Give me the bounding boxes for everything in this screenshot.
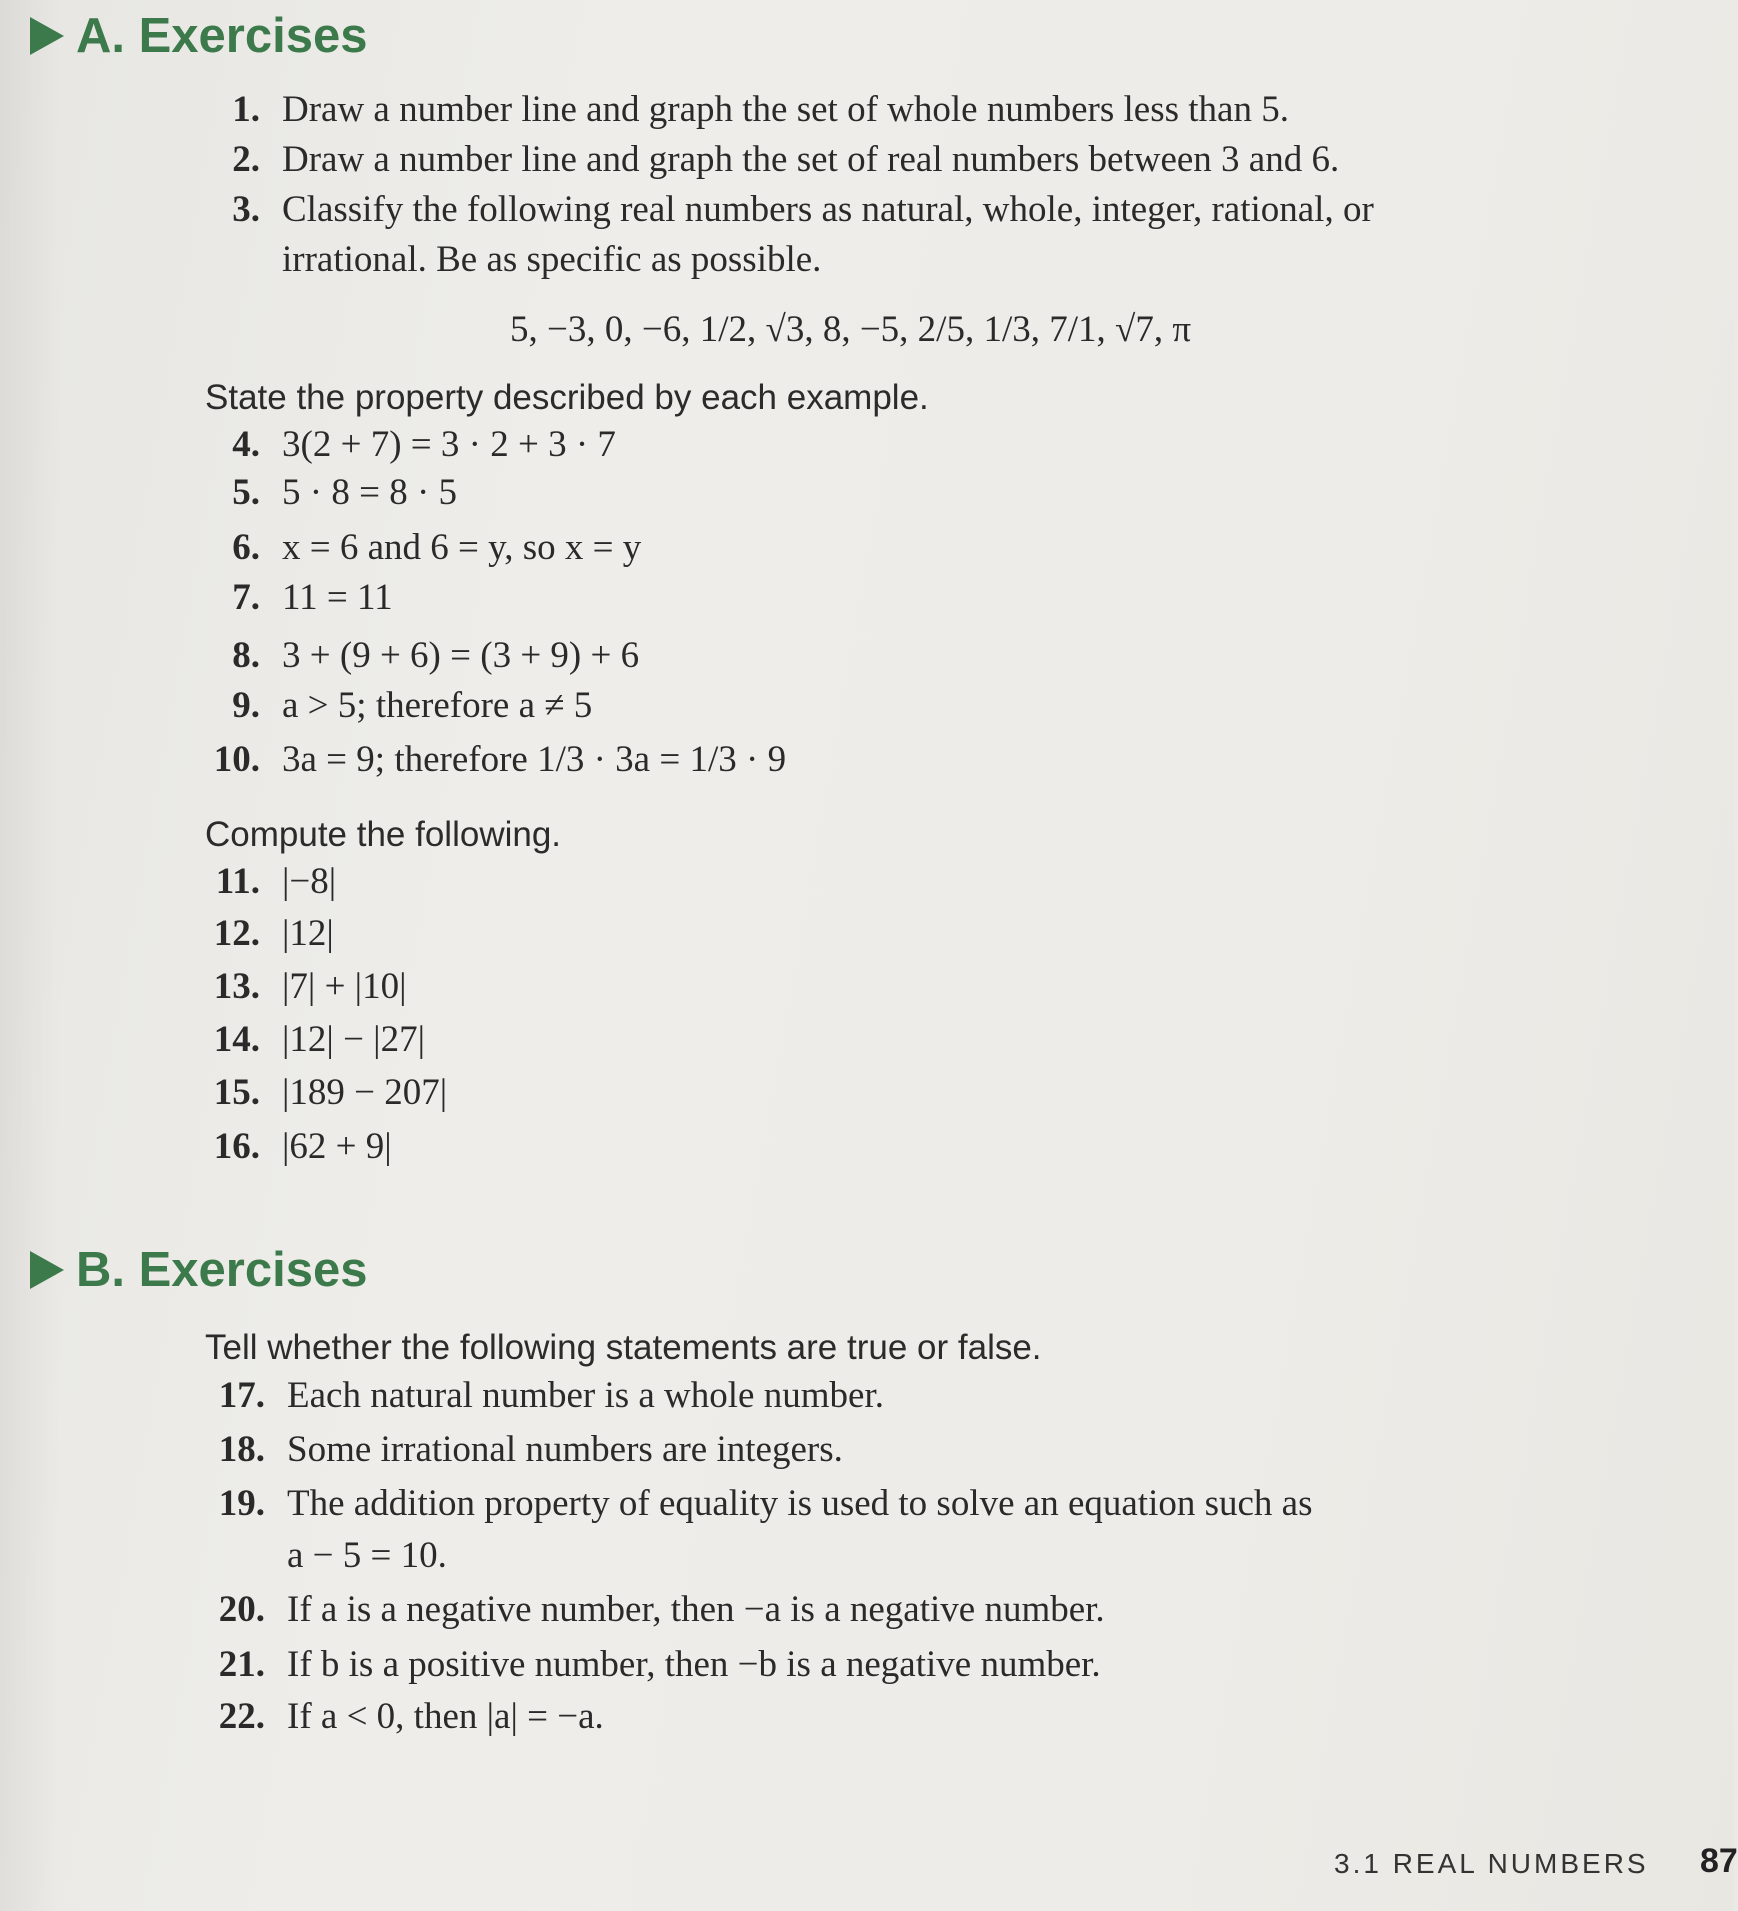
exercise-number: 19. [218, 1483, 265, 1524]
exercise-number: 9. [232, 685, 260, 726]
section-b-title: B. Exercises [76, 1243, 368, 1297]
triangle-bullet-icon [30, 17, 64, 55]
exercise-number: 22. [218, 1696, 265, 1737]
exercise-number: 11. [215, 861, 260, 902]
exercise-text-continued: irrational. Be as specific as possible. [282, 239, 822, 280]
exercise-number: 1. [232, 89, 260, 130]
exercise-text: |−8| [282, 861, 337, 902]
exercise-number: 2. [232, 139, 260, 180]
number-list: 5, −3, 0, −6, 1/2, √3, 8, −5, 2/5, 1/3, 7/1, √7, π [510, 309, 1192, 350]
exercise-text: |12| [282, 913, 334, 954]
page-number: 87 [1700, 1842, 1738, 1880]
exercise-number: 8. [232, 635, 260, 676]
exercise-number: 15. [213, 1072, 260, 1113]
exercise-number: 17. [218, 1375, 265, 1416]
exercise-number: 4. [232, 424, 260, 465]
exercise-text: x = 6 and 6 = y, so x = y [282, 527, 642, 568]
exercise-number: 20. [218, 1589, 265, 1630]
exercise-number: 10. [213, 739, 260, 780]
exercise-number: 3. [232, 189, 260, 230]
page-edge-shadow [0, 0, 60, 1911]
exercise-text: |12| − |27| [282, 1019, 425, 1060]
exercise-number: 13. [213, 966, 260, 1007]
footer-section-label: 3.1 REAL NUMBERS [1334, 1848, 1649, 1879]
exercise-text: Draw a number line and graph the set of whole numbers less than 5. [282, 89, 1289, 130]
exercise-text: a > 5; therefore a ≠ 5 [282, 685, 593, 726]
exercise-text: |62 + 9| [282, 1126, 392, 1167]
exercise-text: |189 − 207| [282, 1072, 448, 1113]
exercise-text: If a < 0, then |a| = −a. [287, 1696, 604, 1737]
exercise-number: 18. [218, 1429, 265, 1470]
exercise-text: 3 + (9 + 6) = (3 + 9) + 6 [282, 635, 640, 676]
instruction-compute: Compute the following. [205, 815, 562, 854]
exercise-text: 11 = 11 [282, 577, 393, 618]
exercise-number: 5. [232, 472, 260, 513]
exercise-number: 6. [232, 527, 260, 568]
exercise-text: Classify the following real numbers as natural, whole, integer, rational, or [282, 189, 1374, 230]
exercise-text: |7| + |10| [282, 966, 407, 1007]
exercise-text: If b is a positive number, then −b is a negative number. [287, 1644, 1101, 1685]
section-a-title: A. Exercises [76, 9, 368, 63]
exercise-number: 16. [213, 1126, 260, 1167]
exercise-text: 3a = 9; therefore 1/3 · 3a = 1/3 · 9 [282, 739, 787, 780]
section-a-heading [30, 8, 368, 64]
exercise-text: The addition property of equality is used to solve an equation such as [287, 1483, 1313, 1524]
exercise-text: If a is a negative number, then −a is a negative number. [287, 1589, 1105, 1630]
instruction-true-false: Tell whether the following statements are true or false. [205, 1328, 1042, 1367]
exercise-text: 5 · 8 = 8 · 5 [282, 472, 458, 513]
exercise-text: 3(2 + 7) = 3 · 2 + 3 · 7 [282, 424, 616, 465]
exercise-text-continued: a − 5 = 10. [287, 1535, 447, 1576]
exercise-number: 21. [218, 1644, 265, 1685]
triangle-bullet-icon [30, 1251, 64, 1289]
exercise-number: 14. [213, 1019, 260, 1060]
exercise-text: Each natural number is a whole number. [287, 1375, 884, 1416]
instruction-property: State the property described by each example. [205, 378, 929, 417]
exercise-text: Some irrational numbers are integers. [287, 1429, 843, 1470]
section-b-heading [30, 1242, 368, 1298]
exercise-text: Draw a number line and graph the set of real numbers between 3 and 6. [282, 139, 1340, 180]
exercise-number: 12. [213, 913, 260, 954]
exercise-number: 7. [232, 577, 260, 618]
